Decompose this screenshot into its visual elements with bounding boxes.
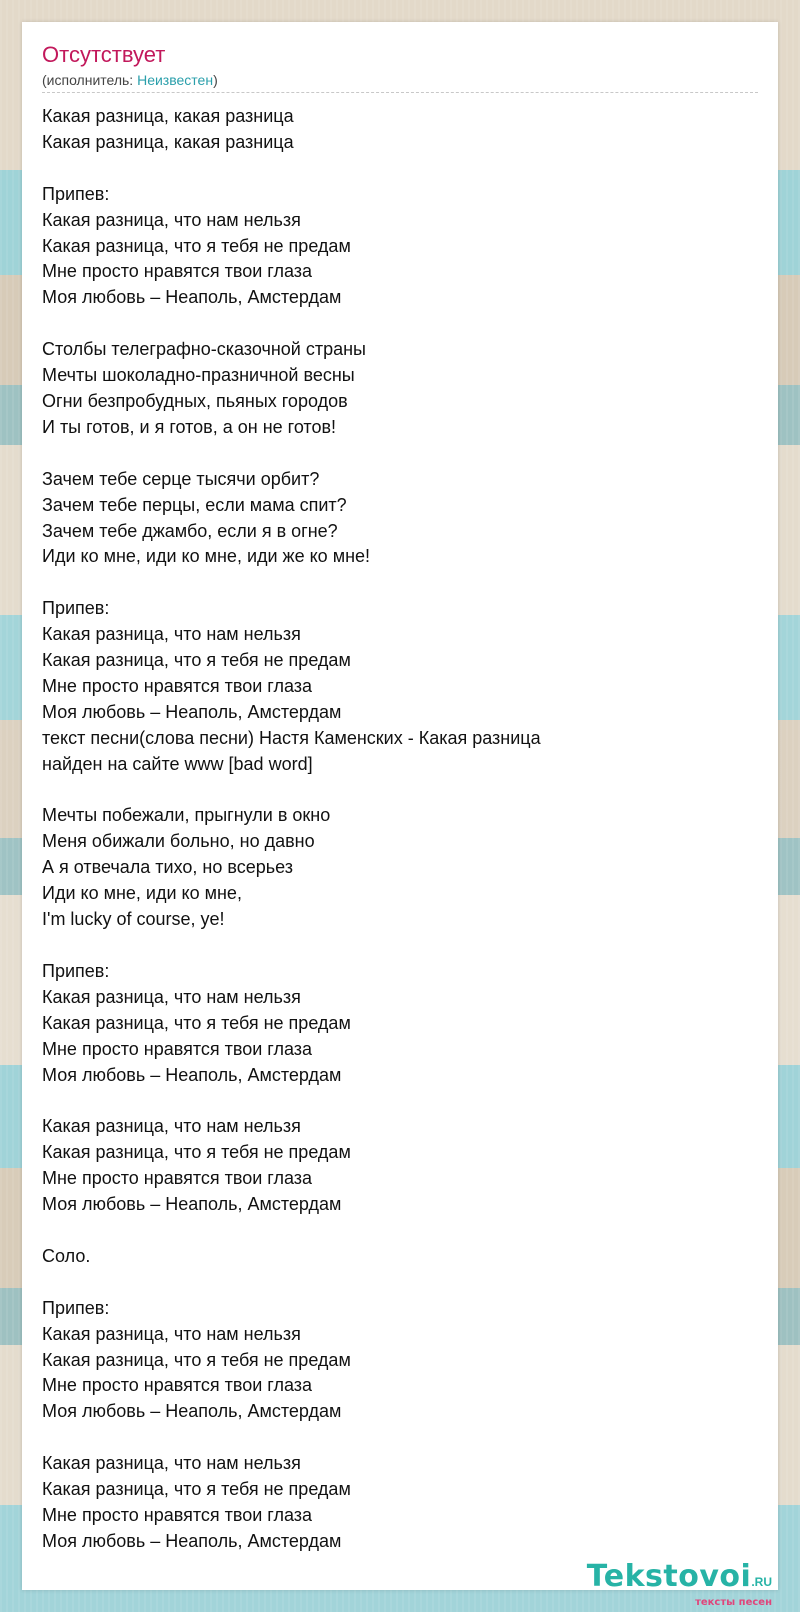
title-divider <box>42 92 758 93</box>
artist-line <box>42 72 218 88</box>
artist-prefix: (исполнитель: <box>42 72 138 88</box>
lyrics-card <box>22 22 778 1590</box>
site-watermark <box>587 1559 772 1594</box>
artist-suffix: ) <box>213 72 218 88</box>
song-title: Отсутствует <box>42 42 166 67</box>
lyrics-text: Какая разница, какая разница Какая разница, какая разница Припев: Какая разница, что нам нельзя Какая разница, что я тебя не предам Мне просто нравятся твои глаза Моя любовь – Неаполь, Амстердам Столбы телеграфно-сказочной страны Мечты шоколадно-празничной весны Огни безпробудных, пьяных городов И ты готов, и я готов, а он не готов! Зачем тебе серце тысячи орбит? Зачем тебе перцы, если мама спит? Зачем тебе джамбо, если я в огне? Иди ко мне, иди ко мне, иди же ко мне! Припев: Какая разница, что нам нельзя Какая разница, что я тебя не предам Мне просто нравятся твои глаза Моя любовь – Неаполь, Амстердам текст песни(слова песни) Настя Каменских - Какая разница найден на сайте www [bad word] Мечты побежали, прыгнули в окно Меня обижали больно, но давно А я отвечала тихо, но всерьез Иди ко мне, иди ко мне, I'm lucky of course, ye! Припев: Какая разница, что нам нельзя Какая разница, что я тебя не предам Мне просто нравятся твои глаза Моя любовь – Неаполь, Амстердам Какая разница, что нам нельзя Какая разница, что я тебя не предам Мне просто нравятся твои глаза Моя любовь – Неаполь, Амстердам Соло. Припев: Какая разница, что нам нельзя Какая разница, что я тебя не предам Мне просто нравятся твои глаза Моя любовь – Неаполь, Амстердам Какая разница, что нам нельзя Какая разница, что я тебя не предам Мне просто нравятся твои глаза Моя любовь – Неаполь, Амстердам <box>42 106 541 1551</box>
artist-link[interactable]: Неизвестен <box>137 72 214 88</box>
watermark-subtitle: тексты песен <box>695 1597 772 1608</box>
watermark-brand: Tekstovoi <box>586 1559 752 1594</box>
watermark-tld: .RU <box>751 1575 772 1589</box>
